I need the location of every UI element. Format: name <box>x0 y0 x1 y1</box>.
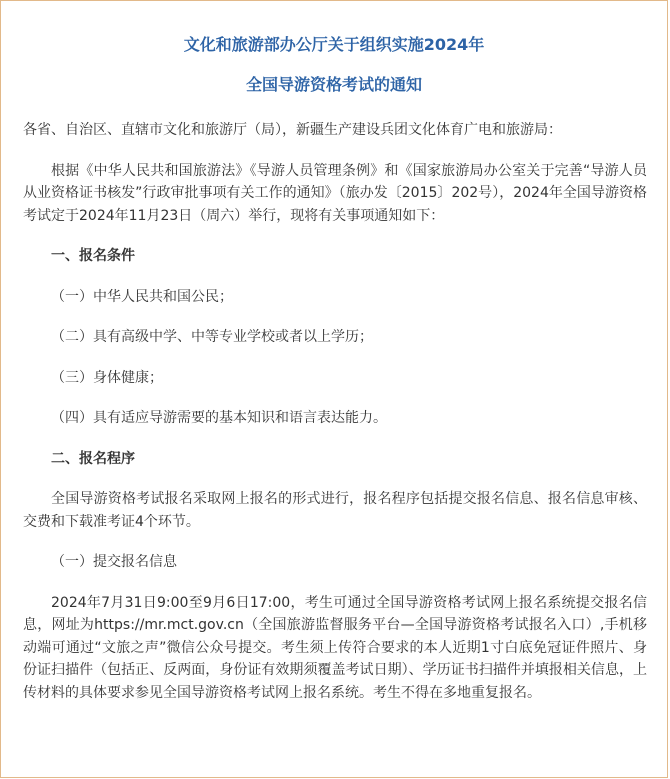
section1-item-1: （一）中华人民共和国公民； <box>51 288 233 305</box>
section1-item-3: （三）身体健康； <box>51 369 163 386</box>
section1-item-2: （二）具有高级中学、中等专业学校或者以上学历； <box>51 329 373 345</box>
intro-paragraph: 根据《中华人民共和国旅游法》《导游人员管理条例》和《国家旅游局办公室关于完善“导游人员从业资格证书核发”行政审批事项有关工作的通知》（旅办发〔2015〕202号），2024年全国导游资格考试定于2024年11月23日（周六）举行，现将有关事项通知如下： <box>23 162 647 224</box>
salutation: 各省、自治区、直辖市文化和旅游厅（局），新疆生产建设兵团文化体育广电和旅游局： <box>23 122 562 138</box>
section2-sub1-body: 2024年7月31日9:00至9月6日17:00，考生可通过全国导游资格考试网上报名系统提交报名信息，网址为https://mr.mct.gov.cn（全国旅游监督服务平台—全国导游资格考试报名入口）,手机移动端可通过“文旅之声”微信公众号提交。考生须上传符合要求的本人近期1寸白底免冠证件照片、身份证扫描件（包括正、反两面，身份证有效期须覆盖考试日期）、学历证书扫描件并填报相关信息，上传材料的具体要求参见全国导游资格考试网上报名系统。考生不得在多地重复报名。 <box>23 594 647 701</box>
section2-intro: 全国导游资格考试报名采取网上报名的形式进行，报名程序包括提交报名信息、报名信息审核、交费和下载准考证4个环节。 <box>23 491 647 530</box>
document-body <box>23 119 647 704</box>
section2-sub1-heading: （一）提交报名信息 <box>51 554 177 570</box>
section1-item-4: （四）具有适应导游需要的基本知识和语言表达能力。 <box>51 410 387 426</box>
section2-heading: 二、报名程序 <box>51 450 135 467</box>
section1-heading: 一、报名条件 <box>51 248 135 264</box>
document-title-line1: 文化和旅游部办公厅关于组织实施2024年 <box>183 35 485 54</box>
document-title-line2: 全国导游资格考试的通知 <box>245 75 422 94</box>
